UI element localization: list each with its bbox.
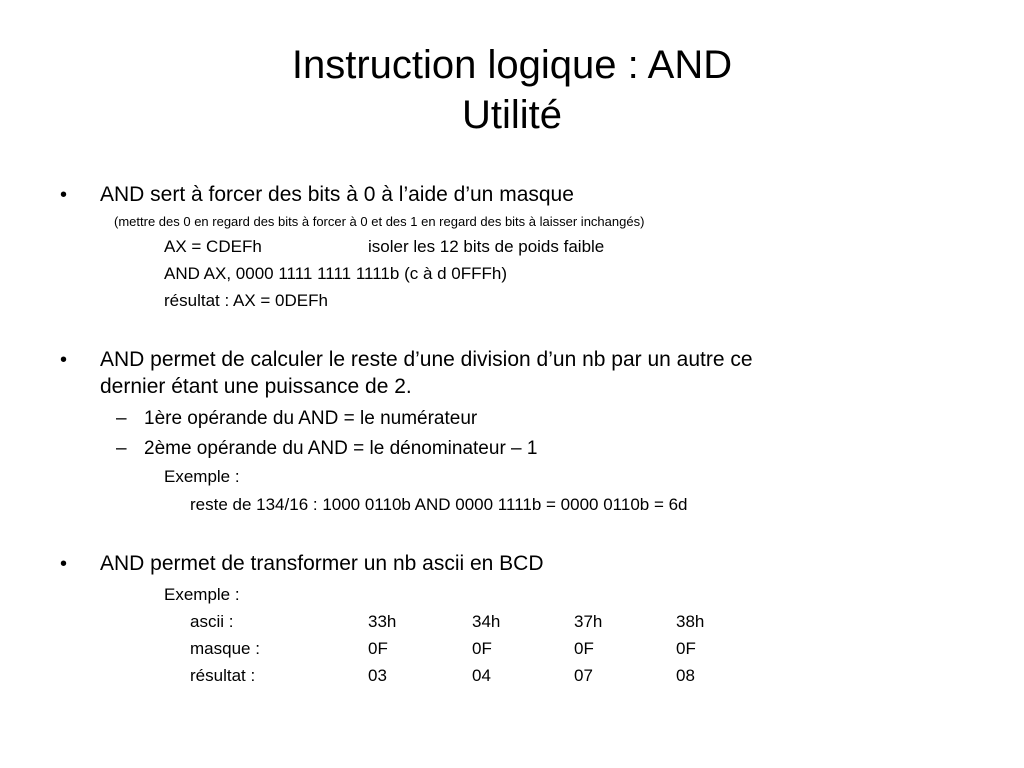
ascii-value: 33h <box>368 612 397 631</box>
ax-result: résultat : AX = 0DEFh <box>164 291 328 310</box>
mask-value: 0F <box>472 639 492 658</box>
dash-1-glyph: – <box>116 408 127 429</box>
example-line-2: reste de 134/16 : 1000 0110b AND 0000 1111b = 0000 0110b = 6d <box>190 495 688 514</box>
ascii-value: 34h <box>472 612 501 631</box>
bullet-1-note: (mettre des 0 en regard des bits à forcer à 0 et des 1 en regard des bits à laisser inchangés) <box>114 214 645 229</box>
title-line-2: Utilité <box>461 93 563 137</box>
result-value: 08 <box>676 666 695 685</box>
result-value: 03 <box>368 666 387 685</box>
ascii-value: 37h <box>574 612 603 631</box>
result-row-label: résultat : <box>190 666 256 685</box>
bullet-1-heading: AND sert à forcer des bits à 0 à l’aide d’un masque <box>100 183 574 206</box>
mask-row-label: masque : <box>190 639 260 658</box>
bullet-2-heading-line-1: AND permet de calculer le reste d’une division d’un nb par un autre ce <box>100 348 753 371</box>
example-label-3: Exemple : <box>164 585 240 604</box>
dash-2-glyph: – <box>116 438 127 459</box>
sub-item-denominator: 2ème opérande du AND = le dénominateur – 1 <box>144 438 538 459</box>
mask-value: 0F <box>574 639 594 658</box>
sub-item-numerator: 1ère opérande du AND = le numérateur <box>144 408 478 429</box>
ascii-value: 38h <box>676 612 705 631</box>
ascii-row-label: ascii : <box>190 612 234 631</box>
bullet-3-glyph: • <box>60 553 68 575</box>
bullet-2-glyph: • <box>60 349 68 371</box>
bullet-1-glyph: • <box>60 184 68 206</box>
result-value: 04 <box>472 666 491 685</box>
bullet-2-heading-line-2: dernier étant une puissance de 2. <box>100 375 412 398</box>
and-instruction: AND AX, 0000 1111 1111 1111b (c à d 0FFFh) <box>164 264 508 283</box>
result-value: 07 <box>574 666 593 685</box>
slide-title <box>0 40 1024 140</box>
mask-value: 0F <box>676 639 696 658</box>
ax-comment: isoler les 12 bits de poids faible <box>368 237 605 256</box>
title-line-1: Instruction logique : AND <box>291 43 733 87</box>
ax-assignment: AX = CDEFh <box>164 237 262 256</box>
mask-value: 0F <box>368 639 388 658</box>
example-label-2: Exemple : <box>164 467 240 486</box>
bullet-3-heading: AND permet de transformer un nb ascii en BCD <box>100 552 544 575</box>
